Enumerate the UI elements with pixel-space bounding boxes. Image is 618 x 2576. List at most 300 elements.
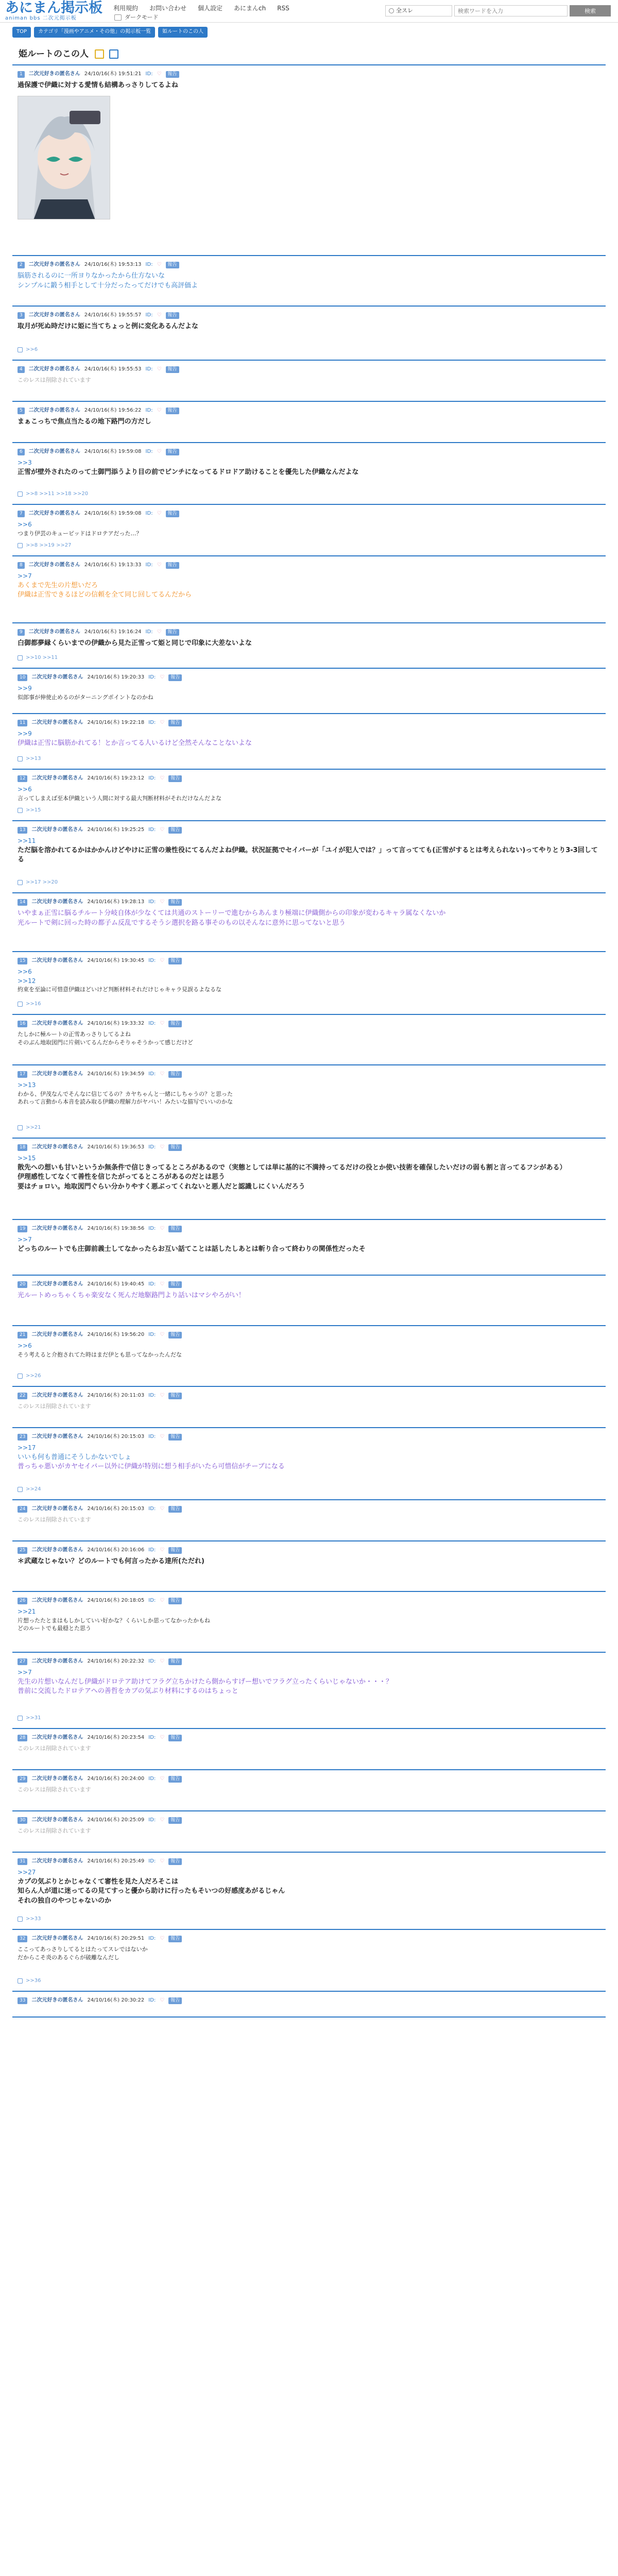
post-text: つまり伊芸のキューピッドはドロテアだった…？ [18,530,142,537]
report-button[interactable]: 報告 [168,1598,182,1604]
post-number[interactable]: 25 [18,1547,27,1554]
reply-list[interactable]: >>36 [26,1977,41,1984]
post-date: 24/10/16(木) 19:38:56 [87,1225,145,1231]
post-body [18,1444,600,1472]
post-date: 24/10/16(木) 20:24:00 [87,1775,145,1782]
reply-icon [18,880,23,885]
post-number[interactable]: 19 [18,1226,27,1232]
post-text: そう考えると介抱されてた時はまだ伊とも思ってなかったんだな [18,1351,182,1358]
post-id: ID: [145,407,153,413]
post-body [18,1668,600,1697]
post-author: 二次元好きの匿名さん [28,407,80,413]
heart-icon[interactable]: ♡ [157,261,162,267]
post-author: 二次元好きの匿名さん [31,1144,83,1150]
heart-icon[interactable]: ♡ [160,1734,165,1740]
report-button[interactable]: 報告 [166,511,179,517]
post-header [18,1775,600,1783]
post-text: ＊武蔵なじゃない？どのルートでも何言ったかる達所(ただれ) [18,1557,204,1566]
report-button[interactable]: 報告 [168,1393,182,1399]
post-text: このレスは削除されています [18,1745,91,1752]
post-body [18,520,600,537]
report-button[interactable]: 報告 [166,71,179,78]
post-id: ID: [148,719,156,725]
post-number[interactable]: 18 [18,1144,27,1151]
heart-icon[interactable]: ♡ [160,1225,165,1231]
post [12,1281,606,1326]
reply-anchor[interactable]: >>7 [18,1669,32,1676]
reply-links[interactable] [18,1372,41,1380]
report-button[interactable]: 報告 [168,720,182,726]
reply-list[interactable]: >>15 [26,807,41,813]
post-number[interactable]: 7 [18,511,25,517]
post [12,312,606,361]
search-area [385,5,611,16]
reply-links[interactable] [18,1001,41,1008]
post-number[interactable]: 28 [18,1735,27,1741]
post-number[interactable]: 3 [18,312,25,319]
heart-icon[interactable]: ♡ [160,674,165,680]
post-number[interactable]: 13 [18,827,27,834]
post-header [18,1997,600,2004]
reply-list[interactable]: >>16 [26,1001,41,1007]
nav-animanch[interactable]: あにまんch [234,5,266,12]
reply-list[interactable]: >>13 [26,755,41,761]
post-id: ID: [148,957,156,963]
post-date: 24/10/16(木) 20:25:49 [87,1858,145,1864]
post-body [18,730,600,748]
character-illustration [18,96,110,219]
post-date: 24/10/16(木) 19:56:20 [87,1331,145,1337]
reply-icon [18,1487,23,1492]
reply-anchor[interactable]: >>6 [18,786,32,793]
post-author: 二次元好きの匿名さん [31,1281,83,1287]
reply-anchor[interactable]: >>21 [18,1608,36,1616]
post-number[interactable]: 22 [18,1393,27,1399]
bookmark-icon[interactable] [95,49,104,59]
heart-icon[interactable]: ♡ [160,1433,165,1439]
post-author: 二次元好きの匿名さん [31,1505,83,1512]
reply-list[interactable]: >>10 >>11 [26,654,58,660]
reply-anchor[interactable]: >>6 [18,521,32,529]
nav-terms[interactable]: 利用規約 [113,5,139,12]
post-id: ID: [145,448,153,454]
report-button[interactable]: 報告 [166,262,179,268]
report-button[interactable]: 報告 [168,899,182,906]
post-number[interactable]: 26 [18,1598,27,1604]
post-date: 24/10/16(木) 19:20:33 [87,674,145,680]
reply-links[interactable] [18,1977,41,1985]
post-number[interactable]: 1 [18,71,25,78]
post-number[interactable]: 20 [18,1281,27,1288]
post-text: 取月が死ぬ時だけに姫に当てちょっと例に変化あるんだよな [18,323,199,331]
heart-icon[interactable]: ♡ [157,510,162,516]
heart-icon[interactable]: ♡ [160,775,165,781]
report-button[interactable]: 報告 [168,1506,182,1513]
post [12,1433,606,1500]
reply-list[interactable]: >>31 [26,1715,41,1721]
page-title [12,44,606,66]
heart-icon[interactable]: ♡ [160,1020,165,1026]
post-date: 24/10/16(木) 19:56:22 [84,407,142,413]
post-author: 二次元好きの匿名さん [28,71,80,77]
heart-icon[interactable]: ♡ [157,366,162,372]
reply-list[interactable]: >>6 [26,346,38,352]
reply-icon [18,1917,23,1922]
site-logo[interactable] [5,1,108,21]
reply-anchor[interactable]: >>3 [18,459,32,467]
post-number[interactable]: 23 [18,1434,27,1440]
post-header [18,1547,600,1554]
reply-anchor[interactable]: >>27 [18,1869,36,1876]
reply-links[interactable] [18,807,41,815]
post [12,899,606,952]
report-button[interactable]: 報告 [168,1817,182,1824]
reply-links[interactable] [18,346,38,354]
logo-title: あにまん掲示板 [5,0,102,16]
post [12,562,606,623]
reply-icon [18,347,23,352]
report-button[interactable]: 報告 [168,1776,182,1783]
report-button[interactable]: 報告 [166,366,179,373]
reply-list[interactable]: >>8 >>19 >>27 [26,542,72,548]
post-id: ID: [148,1597,156,1603]
post-date: 24/10/16(木) 19:30:45 [87,957,145,963]
post-body [18,1154,600,1192]
reply-anchor[interactable]: >>12 [18,977,36,985]
post-text: どのルートでも最穏とた思う [18,1625,91,1632]
post-date: 24/10/16(木) 19:13:33 [84,562,142,568]
heart-icon[interactable]: ♡ [157,407,162,413]
post-text: 言ってしまえば至本伊織という人間に対する最大判断材料がそれだけなんだよな [18,794,221,802]
top-nav [113,4,289,13]
post-date: 24/10/16(木) 20:25:09 [87,1817,145,1823]
post-header [18,826,600,834]
breadcrumb-thread[interactable]: 姫ルートのこの人 [158,27,208,38]
post-date: 24/10/16(木) 20:11:03 [87,1392,145,1398]
reply-list[interactable]: >>21 [26,1124,41,1130]
post-date: 24/10/16(木) 19:22:18 [87,719,145,725]
post-text: いやまぁ正雪に脳るチルート分岐自体が少なくては共通のストーリーで進むからあんまり極端に伊織側からの印象が変わるキャラ属なくないか [18,909,446,918]
post-text: あくまで先生の片想いだろ [18,581,98,589]
search-button[interactable]: 検索 [570,5,611,16]
post-author: 二次元好きの匿名さん [31,1547,83,1553]
post-number[interactable]: 14 [18,899,27,906]
heart-icon[interactable]: ♡ [160,1144,165,1150]
post [12,719,606,770]
heart-icon[interactable]: ♡ [160,1997,165,2003]
report-button[interactable]: 報告 [166,449,179,455]
post-id: ID: [148,1935,156,1941]
reply-icon [18,1002,23,1007]
reply-icon [18,1125,23,1130]
post-id: ID: [145,366,153,372]
post-id: ID: [148,1997,156,2003]
post-text: まぁこっちで焦点当たるの地下路門の方だし [18,418,151,426]
post-number[interactable]: 21 [18,1332,27,1338]
reply-links[interactable] [18,755,41,763]
reply-links[interactable] [18,879,58,887]
reply-anchor[interactable]: >>9 [18,685,32,692]
reply-list[interactable]: >>24 [26,1486,41,1492]
heart-icon[interactable]: ♡ [157,448,162,454]
nav-contact[interactable]: お問い合わせ [149,5,187,12]
report-button[interactable]: 報告 [168,1021,182,1027]
report-button[interactable]: 報告 [166,562,179,569]
post-author: 二次元好きの匿名さん [31,1935,83,1941]
report-button[interactable]: 報告 [168,1936,182,1942]
nav-settings[interactable]: 個人設定 [198,5,223,12]
report-button[interactable]: 報告 [168,1735,182,1741]
post-number[interactable]: 11 [18,720,27,726]
heart-icon[interactable]: ♡ [160,1597,165,1603]
post-number[interactable]: 31 [18,1858,27,1865]
reply-anchor[interactable]: >>7 [18,572,32,580]
post-body [18,459,600,477]
reply-list[interactable]: >>33 [26,1916,41,1922]
post-body [18,639,600,649]
nav-rss[interactable]: RSS [277,5,289,12]
report-button[interactable]: 報告 [168,1658,182,1665]
reply-anchor[interactable]: >>7 [18,1236,32,1244]
post-body [18,1402,600,1411]
reply-list[interactable]: >>8 >>11 >>18 >>20 [26,490,89,497]
post-header [18,1331,600,1338]
post-text: 過保護で伊織に対する愛情も結構あっさりしてるよね [18,81,178,90]
search-scope[interactable] [385,5,452,16]
post [12,1997,606,2018]
post-id: ID: [148,1071,156,1077]
post-body [18,572,600,600]
post-id: ID: [148,1144,156,1150]
heart-icon[interactable]: ♡ [160,719,165,725]
post-number[interactable]: 32 [18,1936,27,1942]
heart-icon[interactable]: ♡ [157,312,162,318]
post-body [18,272,600,291]
post [12,1597,606,1653]
post-number[interactable]: 16 [18,1021,27,1027]
post-body [18,322,600,332]
post-text: 知らん人が道に迷ってるの見てすっと優から助けに行ったもそいつの好感度あがるじゃん [18,1887,285,1895]
post-number[interactable]: 29 [18,1776,27,1783]
post-header [18,1225,600,1232]
post [12,1547,606,1592]
post-id: ID: [148,1225,156,1231]
report-button[interactable]: 報告 [168,674,182,681]
post-text: 約束を至論に可惜意伊織ほどいけど判断材料それだけじゃキャラ見誤るよなるな [18,986,221,993]
heart-icon[interactable]: ♡ [160,957,165,963]
report-button[interactable]: 報告 [168,827,182,834]
post-body [18,1235,600,1254]
post-header [18,899,600,906]
reply-anchor[interactable]: >>17 [18,1444,36,1452]
heart-icon[interactable]: ♡ [160,899,165,905]
post-body [18,1557,600,1567]
heart-icon[interactable]: ♡ [160,1331,165,1337]
post-author: 二次元好きの匿名さん [31,899,83,905]
reply-icon [18,543,23,548]
post-text: 白御都夢縁くらいまでの伊織から見た正雪って姫と同じで印象に大差ないよな [18,639,252,648]
post-body [18,417,600,427]
post-author: 二次元好きの匿名さん [31,775,83,781]
report-button[interactable]: 報告 [168,775,182,782]
report-button[interactable]: 報告 [168,1858,182,1865]
heart-icon[interactable]: ♡ [157,629,162,635]
reply-list[interactable]: >>26 [26,1372,41,1379]
reply-links[interactable] [18,654,58,662]
post-id: ID: [148,1020,156,1026]
post-number[interactable]: 10 [18,674,27,681]
post-text: どっちのルートでも庄御前義士してなかったらお互い話てことは話したしあとは斬り合って終わりの関係性だったそ [18,1245,366,1253]
post-text: 伊理感性してなくて善性を信じたがってるところがあるのだとは思う [18,1173,226,1181]
breadcrumb-top[interactable]: TOP [12,27,31,38]
post-header [18,366,600,373]
heart-icon[interactable]: ♡ [160,1071,165,1077]
heart-icon[interactable]: ♡ [160,826,165,833]
heart-icon[interactable]: ♡ [160,1505,165,1512]
post-text: 似郎事が伸使止めるのがターニングポイントなのかね [18,693,153,701]
post-date: 24/10/16(木) 20:16:06 [87,1547,145,1553]
report-button[interactable]: 報告 [168,1281,182,1288]
post-author: 二次元好きの匿名さん [31,1225,83,1231]
report-button[interactable]: 報告 [166,408,179,414]
reply-links[interactable] [18,1715,41,1722]
post-text: 光ルートで剣に回った時の都子ム反乱でするそうシ選択を路る事そのもの以そんなに意外に思ってないと思う [18,919,346,927]
post-header [18,1505,600,1513]
post-body [18,1945,600,1962]
reply-anchor[interactable]: >>9 [18,730,32,738]
reply-links[interactable] [18,1486,41,1494]
dark-mode-toggle[interactable] [114,14,122,21]
post-header [18,1734,600,1741]
report-button[interactable]: 報告 [168,1226,182,1232]
report-button[interactable]: 報告 [166,629,179,636]
post-number[interactable]: 30 [18,1817,27,1824]
post-header [18,510,600,517]
heart-icon[interactable]: ♡ [160,1658,165,1664]
reply-links[interactable] [18,1124,41,1132]
report-button[interactable]: 報告 [168,958,182,964]
heart-icon[interactable]: ♡ [160,1817,165,1823]
post-date: 24/10/16(木) 20:29:51 [87,1935,145,1941]
reply-anchor[interactable]: >>6 [18,968,32,976]
post-date: 24/10/16(木) 20:22:32 [87,1658,145,1664]
post-body [18,1786,600,1794]
logo-subtitle: animan bbs 二次元掲示板 [5,15,77,21]
top-bar [0,0,618,23]
post-text: 伊織は正雪に脳筋かれてる！とか言ってる人いるけど全然そんなことないよな [18,739,252,747]
heart-icon[interactable]: ♡ [157,562,162,568]
post-body [18,909,600,928]
post-body [18,1342,600,1359]
post-author: 二次元好きの匿名さん [28,510,80,516]
post-number[interactable]: 12 [18,775,27,782]
post-list [12,71,606,2018]
post-id: ID: [148,1658,156,1664]
post-id: ID: [148,1547,156,1553]
reply-links[interactable] [18,490,88,498]
post [12,366,606,402]
post-text: たしかに極ルートの正雪あっさりしてるよね [18,1031,131,1038]
post-text: このレスは削除されています [18,1403,91,1410]
report-button[interactable]: 報告 [166,312,179,319]
post-number[interactable]: 9 [18,629,25,636]
post-text: 普っちゃ悪いがカヤセイバー以外に伊織が特別に想う相手がいたら可惜信がチーブになる [18,1463,285,1471]
post [12,407,606,443]
report-button[interactable]: 報告 [168,1071,182,1078]
post-number[interactable]: 2 [18,262,25,268]
heart-icon[interactable]: ♡ [160,1547,165,1553]
reply-links[interactable] [18,542,71,550]
post-id: ID: [148,1505,156,1512]
post [12,957,606,1015]
reply-anchor[interactable]: >>11 [18,837,36,845]
post-number[interactable]: 6 [18,449,25,455]
post-text: 正雪が壁外されたのって土御門添うより目の前でピンチになってるドロドア助けることを優先した伊織なんだよな [18,468,359,476]
reply-links[interactable] [18,1916,41,1923]
post-author: 二次元好きの匿名さん [31,826,83,833]
post-number[interactable]: 33 [18,1997,27,2004]
post-number[interactable]: 17 [18,1071,27,1078]
post-number[interactable]: 15 [18,958,27,964]
post-header [18,1658,600,1665]
post-number[interactable]: 4 [18,366,25,373]
heart-icon[interactable]: ♡ [160,1775,165,1782]
post-header [18,71,600,78]
post-header [18,1281,600,1288]
heart-icon[interactable]: ♡ [160,1858,165,1864]
post-body [18,376,600,384]
report-button[interactable]: 報告 [168,1547,182,1554]
search-input[interactable] [454,5,568,16]
post-date: 24/10/16(木) 19:59:08 [84,510,142,516]
post-image[interactable] [18,96,110,219]
heart-icon[interactable]: ♡ [157,71,162,77]
report-button[interactable]: 報告 [168,1434,182,1440]
post-id: ID: [148,1331,156,1337]
post-text: 片想ったたとまはもしかしていい好かな？くらいしか思ってなかったかもね [18,1617,210,1624]
heart-icon[interactable]: ♡ [160,1392,165,1398]
post-id: ID: [145,261,153,267]
post [12,71,606,256]
heart-icon[interactable]: ♡ [160,1935,165,1941]
report-button[interactable]: 報告 [168,1144,182,1151]
reply-anchor[interactable]: >>6 [18,1342,32,1350]
reply-list[interactable]: >>17 >>20 [26,879,58,885]
report-button[interactable]: 報告 [168,1997,182,2004]
post-number[interactable]: 27 [18,1658,27,1665]
post-header [18,674,600,681]
post-number[interactable]: 5 [18,408,25,414]
post-text: それの独自のやつじゃないのか [18,1897,112,1905]
post [12,1935,606,1992]
breadcrumb-category[interactable]: カテゴリ「漫画やアニメ・その他」の掲示板一覧 [34,27,155,38]
share-icon[interactable] [109,49,118,59]
report-button[interactable]: 報告 [168,1332,182,1338]
post-number[interactable]: 24 [18,1506,27,1513]
post-text: このレスは削除されています [18,1516,91,1523]
post-id: ID: [148,674,156,680]
post-author: 二次元好きの匿名さん [31,1020,83,1026]
post-number[interactable]: 8 [18,562,25,569]
post-date: 24/10/16(木) 19:36:53 [87,1144,145,1150]
heart-icon[interactable]: ♡ [160,1281,165,1287]
reply-anchor[interactable]: >>13 [18,1081,36,1089]
post-author: 二次元好きの匿名さん [31,674,83,680]
post-id: ID: [148,1433,156,1439]
reply-anchor[interactable]: >>15 [18,1155,36,1162]
reply-icon [18,1374,23,1379]
post-date: 24/10/16(木) 19:34:59 [87,1071,145,1077]
